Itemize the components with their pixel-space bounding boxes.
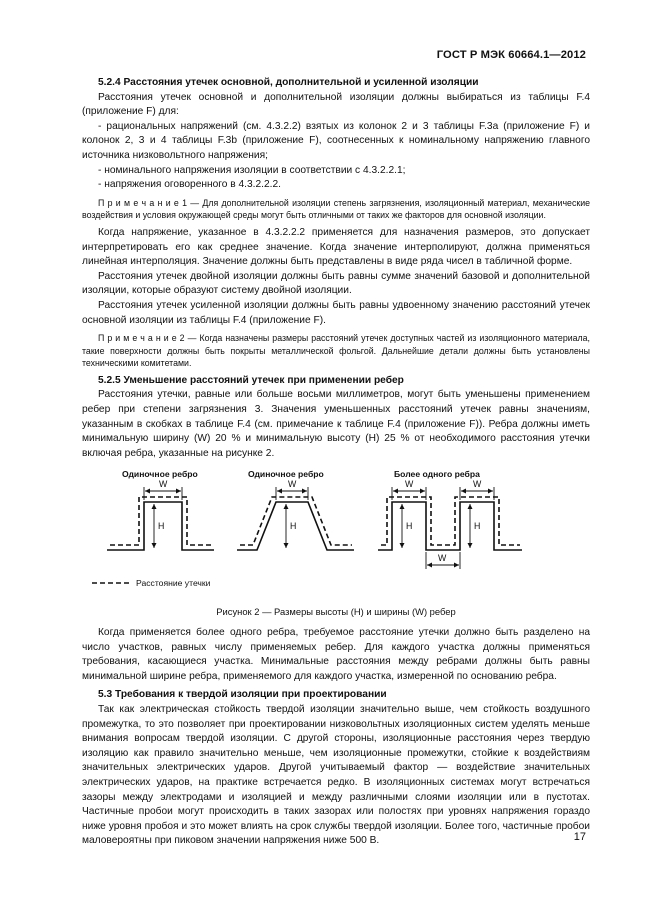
figure-2 xyxy=(82,465,590,603)
section-5-2-5-heading: 5.2.5 Уменьшение расстояний утечек при применении ребер xyxy=(98,374,404,386)
paragraph: Расстояния утечки, равные или больше восьми миллиметров, могут быть уменьшены применением ребер при степени загрязнения 3. Значения уменьшенных расстояний утечек равны значениям, указанным в скобках в таблице F.4 (см. примечание к таблице F.4 (приложение F)). Ребра должны иметь минимальную ширину (W) 20 % и минимальную высоту (H) 25 % от необходимого расстояния утечки включая ребра, указанные на рисунке 2. xyxy=(82,389,590,459)
page-body xyxy=(82,76,590,849)
paragraph: Расстояния утечек усиленной изоляции должны быть равны удвоенному значению расстояний утечек основной изоляции из таблицы F.4 (приложение F). xyxy=(82,299,590,326)
section-5-2-4-heading: 5.2.4 Расстояния утечек основной, дополнительной и усиленной изоляции xyxy=(98,77,479,88)
rib-diagram xyxy=(82,465,590,603)
figure-caption: Рисунок 2 — Размеры высоты (H) и ширины (W) ребер xyxy=(216,606,456,618)
rib-3-profile xyxy=(378,502,522,550)
h-label: H xyxy=(474,521,481,532)
figure-label: Одиночное ребро xyxy=(122,469,198,480)
paragraph: Расстояния утечек двойной изоляции должны быть равны сумме значений базовой и дополнительной изоляции, которые образуют систему двойной изоляции. xyxy=(82,270,590,297)
paragraph: Когда применяется более одного ребра, требуемое расстояние утечки должно быть разделено на число участков, равных числу применяемых ребер. Для каждого участка должны применяться требования, касающиеся участка. Минимальные расстояния между ребрами должны быть равны минимальной ширине ребра, применяемого для каждого участка, измеренной по основанию ребра. xyxy=(82,627,590,682)
w-label: W xyxy=(159,479,168,490)
h-label: H xyxy=(290,521,297,532)
w-label: W xyxy=(473,479,482,490)
list-item: - номинального напряжения изоляции в соответствии с 4.3.2.2.1; xyxy=(98,164,406,176)
document-header: ГОСТ Р МЭК 60664.1—2012 xyxy=(436,49,586,61)
list-item: - рациональных напряжений (см. 4.3.2.2) взятых из колонок 2 и 3 таблицы F.3a (приложение F) и колонок 2, 3 и 4 таблицы F.3b (приложение F), соотнесенных к номинальному напряжению главного источника низковольтного напряжения; xyxy=(82,120,590,161)
h-label: H xyxy=(406,521,413,532)
list-item: - напряжения оговоренного в 4.3.2.2.2. xyxy=(98,179,281,191)
paragraph: Так как электрическая стойкость твердой изоляции значительно выше, чем стойкость воздушного промежутка, то это позволяет при проектировании низковольтных изоляционных систем уделять меньше внимания вопросам твердой изоляции. С другой стороны, изоляционные расстояния через твердую изоляцию как правило значительно меньше, чем изоляционные промежутки, стойкие к воздействиям значительных электрических ударов. Другой учитываемый фактор — воздействие значительных электрических ударов, на практике встречается редко. В изоляционных системах могут встречаться зазоры между электродами и изоляцией и между различными слоями изоляции или в пустотах. Частичные пробои могут происходить в таких зазорах или полостях при уровнях напряжения гораздо ниже уровня пробоя и это может влиять на срок службы твердой изоляции. Более того, частичные пробои маловероятны при пиковом значении напряжения ниже 500 В. xyxy=(82,704,590,847)
w-label: W xyxy=(288,479,297,490)
h-label: H xyxy=(158,521,165,532)
note-1: П р и м е ч а н и е 1 — Для дополнительной изоляции степень загрязнения, изоляционный материал, механические воздействия и условия окружающей среды могут быть отличными от таких же факторов для основной изоляции. xyxy=(82,197,590,221)
page-number: 17 xyxy=(573,831,586,843)
legend-label: Расстояние утечки xyxy=(136,578,211,589)
w-label: W xyxy=(405,479,414,490)
note-2: П р и м е ч а н и е 2 — Когда назначены размеры расстояний утечек доступных частей из изоляционного материала, такие поверхности должны быть покрыты металлической фольгой. Дальнейшие детали должны быть установлены техническими комитетами. xyxy=(82,333,590,369)
paragraph: Расстояния утечек основной и дополнительной изоляции должны выбираться из таблицы F.4 (приложение F) для: xyxy=(82,91,590,118)
figure-label: Одиночное ребро xyxy=(248,469,324,480)
paragraph: Когда напряжение, указанное в 4.3.2.2.2 применяется для назначения размеров, это допускает интерпретировать его как среднее значение. Когда значение интерполируют, должна применяться линейная интерполяция. Значение должны быть представлены в виде ряда чисел в табличной форме. xyxy=(82,226,590,268)
section-5-3-heading: 5.3 Требования к твердой изоляции при проектировании xyxy=(98,689,387,701)
w-label: W xyxy=(438,553,447,564)
figure-label: Более одного ребра xyxy=(394,469,480,480)
